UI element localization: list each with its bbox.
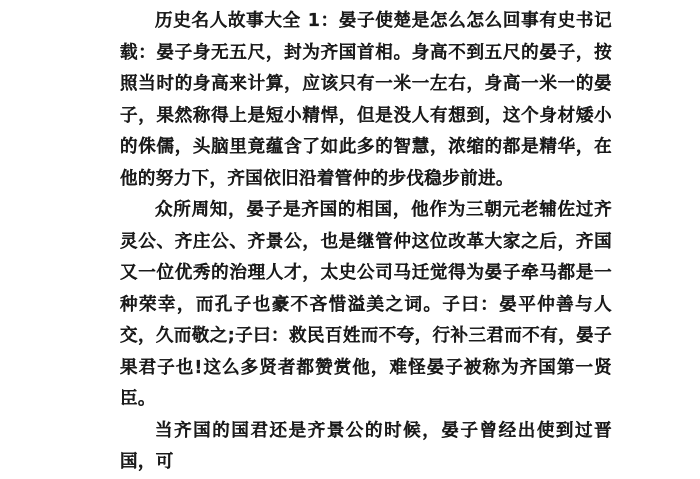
paragraph-3: 当齐国的国君还是齐景公的时候，晏子曾经出使到过晋国，可: [120, 420, 612, 472]
paragraph-2: 众所周知，晏子是齐国的相国，他作为三朝元老辅佐过齐灵公、齐庄公、齐景公，也是继管仲这位改革大家之后，齐国又一位优秀的治理人才，太史公司马迁觉得为晏子牵马都是一种荣幸，而孔子也豪不吝惜溢美之词。子曰：晏平仲善与人交，久而敬之;子曰：救民百姓而不夸，行补三君而不有，晏子果君子也!这么多贤者都赞赏他，难怪晏子被称为齐国第一贤臣。: [120, 200, 612, 409]
document-body: [120, 0, 612, 479]
paragraph-1: 历史名人故事大全 1：晏子使楚是怎么怎么回事有史书记载：晏子身无五尺，封为齐国首相。身高不到五尺的晏子，按照当时的身高来计算，应该只有一米一左右，身高一米一的晏子，果然称得上是短小精悍，但是没人有想到，这个身材矮小的侏儒，头脑里竟蕴含了如此多的智慧，浓缩的都是精华，在他的努力下，齐国依旧沿着管仲的步伐稳步前进。: [120, 11, 612, 189]
